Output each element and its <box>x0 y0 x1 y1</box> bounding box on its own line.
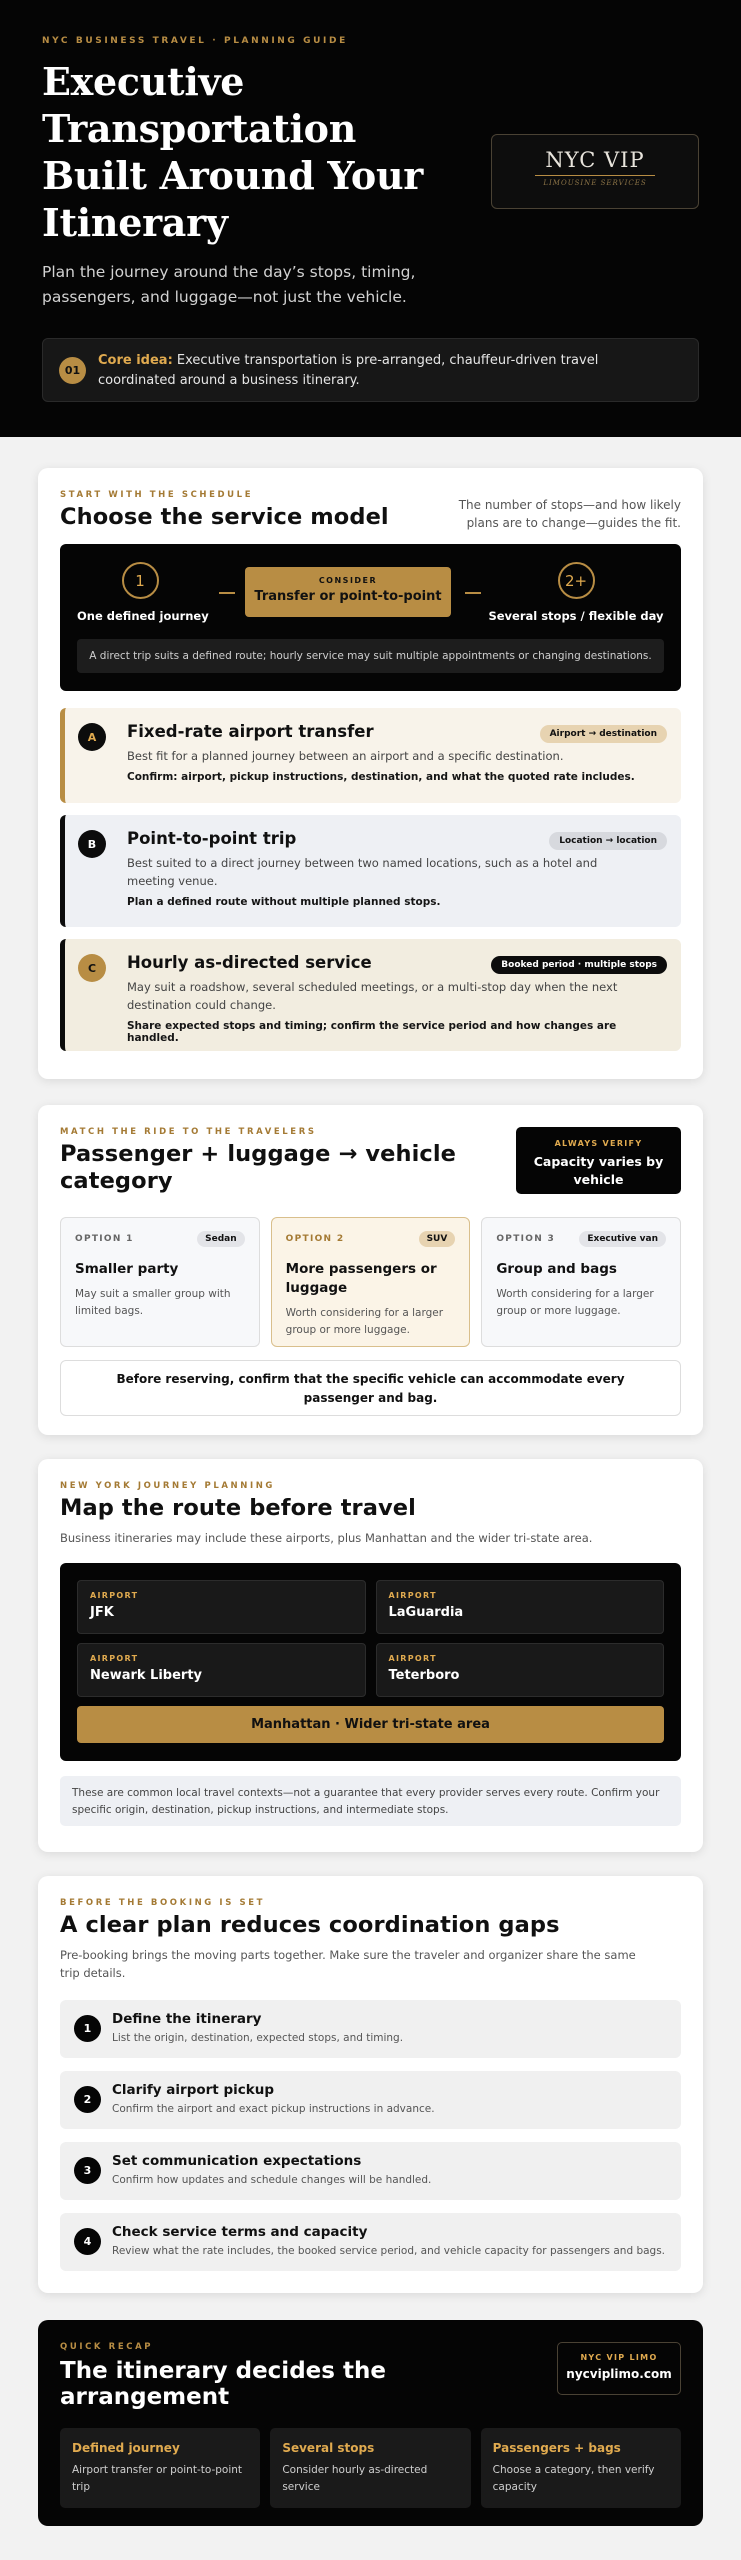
vehicle-option-label: OPTION 1 <box>75 1234 134 1244</box>
manhattan-tristate-bar: Manhattan · Wider tri-state area <box>77 1706 664 1743</box>
step-title: Set communication expectations <box>112 2153 362 2169</box>
option-tag: Airport → destination <box>540 725 667 743</box>
hero <box>0 0 741 437</box>
option-tag: Booked period · multiple stops <box>491 956 667 974</box>
service-option-point-to-point <box>60 815 681 927</box>
recap-item-text: Airport transfer or point-to-point trip <box>72 2464 243 2493</box>
vehicle-tag: Sedan <box>197 1231 245 1247</box>
hero-lede: Plan the journey around the day’s stops, timing, passengers, and luggage—not just the vehicle. <box>42 263 416 306</box>
step-number: 2 <box>74 2086 101 2113</box>
vehicle-option-suv <box>271 1217 471 1347</box>
website-link[interactable] <box>557 2342 681 2395</box>
airport-label: AIRPORT <box>388 1591 437 1600</box>
airport-name: Newark Liberty <box>90 1668 203 1683</box>
service-option-hourly <box>60 939 681 1051</box>
core-number-badge: 01 <box>59 357 86 384</box>
airport-name: JFK <box>90 1605 114 1620</box>
core-idea-callout <box>42 338 699 402</box>
step-number: 4 <box>74 2228 101 2255</box>
step-title: Define the itinerary <box>112 2011 262 2027</box>
recap-item-title: Several stops <box>282 2441 375 2455</box>
recap-item <box>270 2428 470 2508</box>
connector-line <box>219 592 235 594</box>
recap-item-title: Defined journey <box>72 2441 180 2455</box>
recap-item-text: Consider hourly as-directed service <box>282 2464 428 2493</box>
vehicle-description: May suit a smaller group with limited bags. <box>75 1288 231 1317</box>
hero-eyebrow: NYC BUSINESS TRAVEL · PLANNING GUIDE <box>42 36 348 46</box>
option-letter-badge: C <box>78 954 106 982</box>
airport-name: LaGuardia <box>388 1605 464 1620</box>
airport-teterboro <box>376 1643 665 1697</box>
node-number: 2+ <box>558 562 595 599</box>
core-idea-text <box>98 351 678 391</box>
recap-items <box>60 2428 681 2508</box>
plan-step <box>60 2000 681 2058</box>
service-model-diagram <box>60 544 681 691</box>
brand-logo <box>491 134 699 209</box>
option-title: Hourly as-directed service <box>127 953 372 972</box>
vehicle-options <box>60 1217 681 1347</box>
step-title: Check service terms and capacity <box>112 2224 368 2240</box>
node-label: Several stops / flexible day <box>488 609 664 623</box>
section-title: The itinerary decides the arrangement <box>60 2358 386 2410</box>
plan-step <box>60 2071 681 2129</box>
option-title: Fixed-rate airport transfer <box>127 722 374 741</box>
vehicle-category-card <box>38 1105 703 1435</box>
vehicle-capacity-note: Before reserving, confirm that the specific vehicle can accommodate every passenger and bag. <box>60 1360 681 1416</box>
section-eyebrow: BEFORE THE BOOKING IS SET <box>60 1898 266 1908</box>
vehicle-description: Worth considering for a larger group or more luggage. <box>496 1288 654 1317</box>
airport-jfk <box>77 1580 366 1634</box>
vehicle-option-label: OPTION 2 <box>285 1234 345 1244</box>
section-subtitle: Pre-booking brings the moving parts together. Make sure the traveler and organizer share the same trip details. <box>60 1948 636 1980</box>
brand-url: nycviplimo.com <box>566 2367 672 2381</box>
option-description: May suit a roadshow, several scheduled meetings, or a multi-stop day when the next destination could change. <box>127 980 618 1012</box>
section-eyebrow: NEW YORK JOURNEY PLANNING <box>60 1481 275 1491</box>
vehicle-option-van <box>481 1217 681 1347</box>
plan-step <box>60 2213 681 2271</box>
step-title: Clarify airport pickup <box>112 2082 274 2098</box>
route-note: These are common local travel contexts—not a guarantee that every provider serves every route. Confirm your specific origin, destination, pickup instructions, and intermediate stops. <box>60 1776 681 1826</box>
step-description: Review what the rate includes, the booked service period, and vehicle capacity for passengers and bags. <box>112 2245 666 2257</box>
core-idea-label: Core idea: <box>98 353 173 368</box>
step-number: 1 <box>74 2015 101 2042</box>
node-label: One defined journey <box>77 609 209 623</box>
section-title: Passenger + luggage → vehicle category <box>60 1141 456 1194</box>
consider-box <box>245 567 451 617</box>
single-journey-node <box>77 562 209 623</box>
step-description: Confirm how updates and schedule changes will be handled. <box>112 2174 432 2186</box>
option-title: Point-to-point trip <box>127 829 297 848</box>
airport-newark <box>77 1643 366 1697</box>
recap-item <box>60 2428 260 2508</box>
vehicle-option-label: OPTION 3 <box>496 1234 556 1244</box>
service-option-airport-transfer <box>60 708 681 803</box>
airport-grid <box>60 1563 681 1761</box>
vehicle-title: Group and bags <box>496 1261 617 1277</box>
option-confirm: Confirm: airport, pickup instructions, destination, and what the quoted rate includes. <box>127 771 635 783</box>
airport-label: AIRPORT <box>388 1654 437 1663</box>
verify-label: ALWAYS VERIFY <box>554 1139 643 1148</box>
logo-divider <box>535 175 655 176</box>
section-eyebrow: MATCH THE RIDE TO THE TRAVELERS <box>60 1127 317 1137</box>
vehicle-title: Smaller party <box>75 1261 179 1277</box>
step-description: List the origin, destination, expected stops, and timing. <box>112 2032 404 2044</box>
service-model-card <box>38 468 703 1079</box>
diagram-footnote: A direct trip suits a defined route; hourly service may suit multiple appointments or changing destinations. <box>77 639 664 673</box>
recap-item-title: Passengers + bags <box>492 2441 621 2455</box>
recap-card <box>38 2320 703 2526</box>
verify-callout <box>516 1127 681 1194</box>
vehicle-tag: Executive van <box>579 1231 666 1247</box>
option-confirm: Plan a defined route without multiple planned stops. <box>127 896 441 908</box>
section-side-note: The number of stops—and how likely plans are to change—guides the fit. <box>458 498 681 530</box>
recap-item-text: Choose a category, then verify capacity <box>492 2464 655 2493</box>
airport-label: AIRPORT <box>90 1654 139 1663</box>
verify-value: Capacity varies by vehicle <box>533 1154 664 1187</box>
connector-line <box>465 592 481 594</box>
section-subtitle: Business itineraries may include these airports, plus Manhattan and the wider tri-state area. <box>60 1531 593 1545</box>
airport-name: Teterboro <box>388 1668 460 1683</box>
section-title: Map the route before travel <box>60 1495 416 1521</box>
option-tag: Location → location <box>549 832 667 850</box>
multi-stop-node <box>485 562 667 623</box>
planning-steps-card <box>38 1876 703 2293</box>
section-title: A clear plan reduces coordination gaps <box>60 1912 560 1938</box>
vehicle-title: More passengers or luggage <box>285 1261 437 1296</box>
section-eyebrow: QUICK RECAP <box>60 2342 154 2352</box>
option-letter-badge: A <box>78 723 106 751</box>
plan-step <box>60 2142 681 2200</box>
section-title: Choose the service model <box>60 504 389 530</box>
consider-value: Transfer or point-to-point <box>254 589 442 604</box>
vehicle-option-sedan <box>60 1217 260 1347</box>
option-letter-badge: B <box>78 830 106 858</box>
node-number: 1 <box>122 562 159 599</box>
option-description: Best fit for a planned journey between an airport and a specific destination. <box>127 749 564 763</box>
option-confirm: Share expected stops and timing; confirm the service period and how changes are handled. <box>127 1020 617 1044</box>
section-eyebrow: START WITH THE SCHEDULE <box>60 490 254 500</box>
vehicle-tag: SUV <box>419 1231 456 1247</box>
consider-label: CONSIDER <box>318 576 378 585</box>
airport-label: AIRPORT <box>90 1591 139 1600</box>
recap-item <box>481 2428 681 2508</box>
logo-tagline: LIMOUSINE SERVICES <box>543 179 647 187</box>
option-description: Best suited to a direct journey between two named locations, such as a hotel and meeting venue. <box>127 856 598 888</box>
route-card <box>38 1459 703 1852</box>
airport-laguardia <box>376 1580 665 1634</box>
page-title: Executive Transportation Built Around Your Itinerary <box>42 59 424 245</box>
step-number: 3 <box>74 2157 101 2184</box>
brand-label: NYC VIP LIMO <box>580 2353 658 2362</box>
vehicle-description: Worth considering for a larger group or more luggage. <box>285 1307 444 1336</box>
core-idea-body: Executive transportation is pre-arranged, chauffeur-driven travel coordinated around a business itinerary. <box>98 353 599 388</box>
logo-wordmark: NYC VIP <box>545 148 645 172</box>
step-description: Confirm the airport and exact pickup instructions in advance. <box>112 2103 435 2115</box>
